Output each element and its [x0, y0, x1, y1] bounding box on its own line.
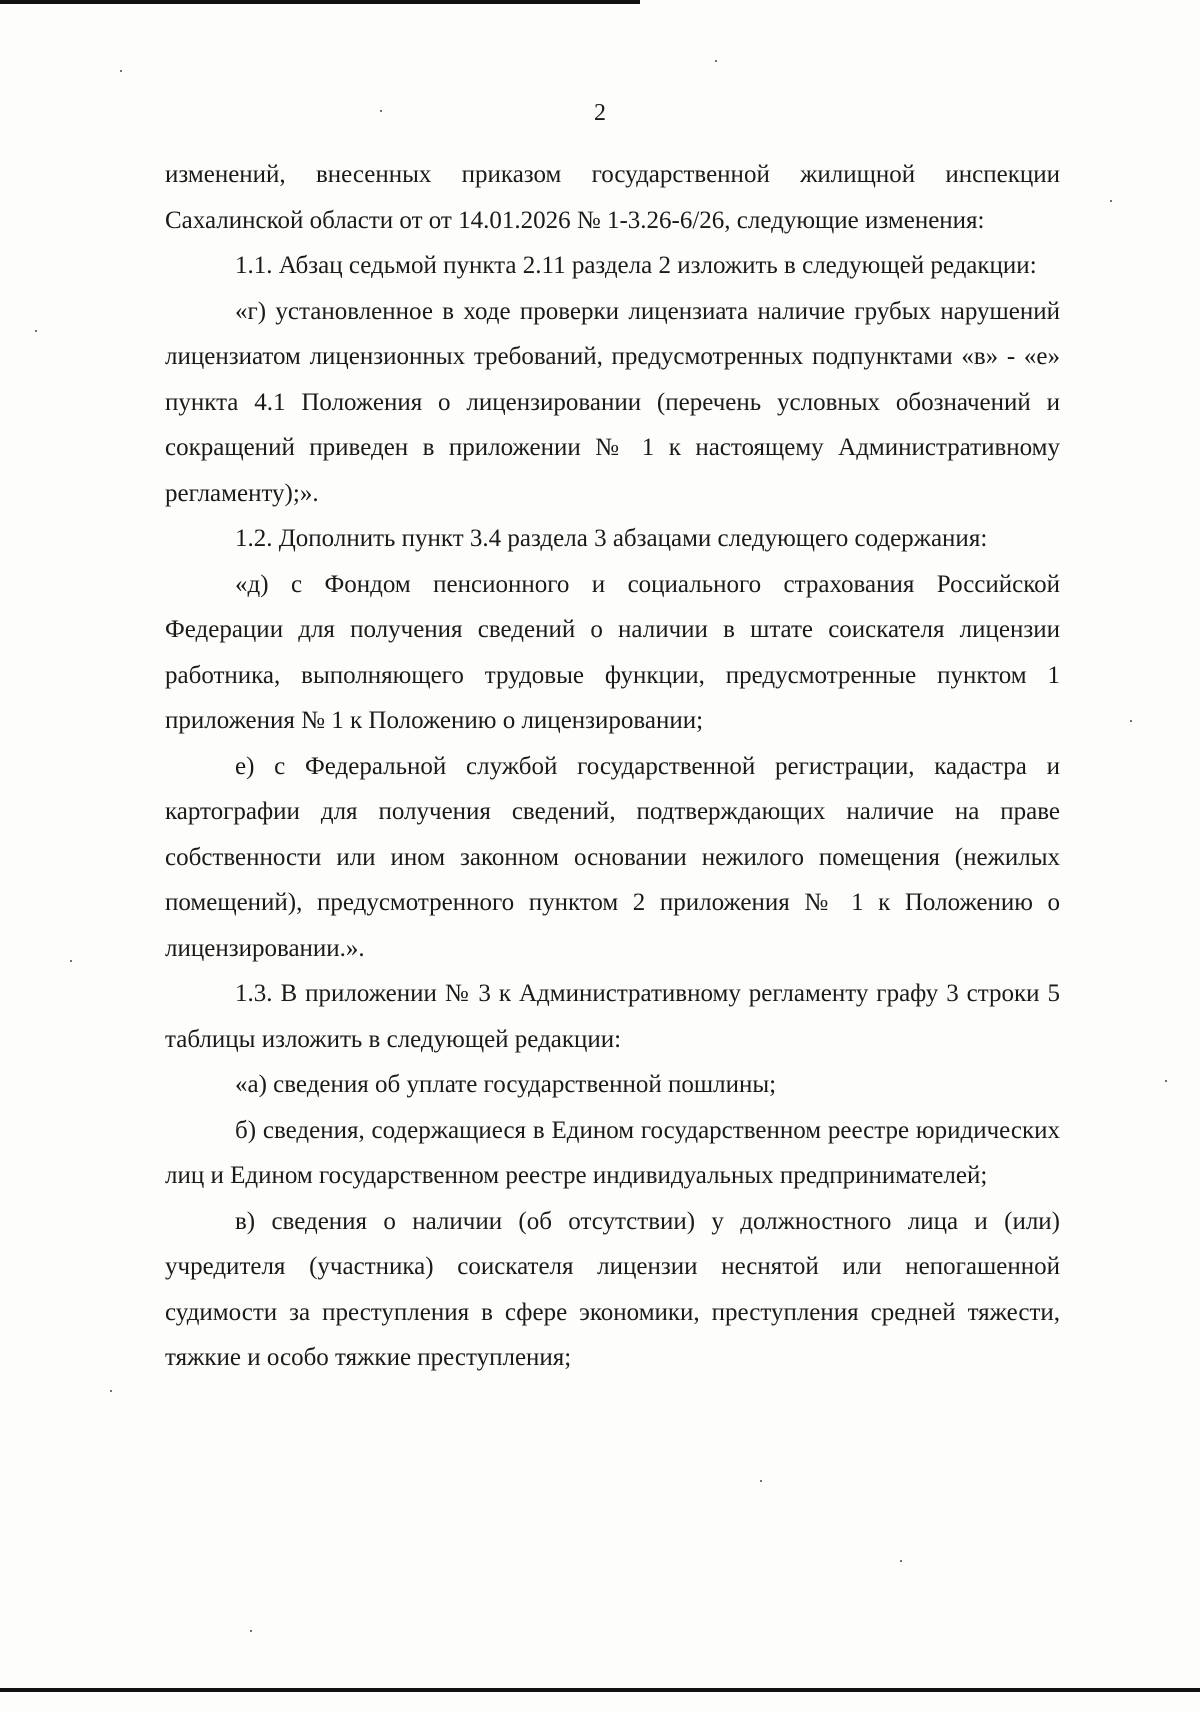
paragraph: 1.2. Дополнить пункт 3.4 раздела 3 абзацами следующего содержания: — [235, 525, 988, 552]
paragraph: 1.3. В приложении № 3 к Административному регламенту графу 3 строки 5 таблицы изложить в следующей редакции: — [165, 980, 1060, 1053]
scan-speck — [715, 60, 717, 62]
scan-speck — [1165, 1080, 1167, 1082]
scan-speck — [35, 330, 37, 332]
scan-speck — [110, 1390, 112, 1392]
scan-speck — [120, 70, 122, 72]
paragraph: «д) с Фондом пенсионного и социального страхования Российской Федерации для получения сведений о наличии в штате соискателя лицензии работника, выполняющего трудовые функции, предусмотренные пунктом 1 приложения № 1 к Положению о лицензировании; — [165, 570, 1060, 734]
paragraph: б) сведения, содержащиеся в Едином государственном реестре юридических лиц и Едином государственном реестре индивидуальных предпринимателей; — [165, 1116, 1060, 1189]
scan-speck — [250, 1630, 252, 1632]
paragraph: «г) установленное в ходе проверки лицензиата наличие грубых нарушений лицензиатом лицензионных требований, предусмотренных подпунктами «в» - «е» пункта 4.1 Положения о лицензировании (перечень условных обозначений и сокращений приведен в приложении № 1 к настоящему Административному регламенту);». — [165, 297, 1060, 507]
scan-speck — [70, 960, 72, 962]
paragraph: 1.1. Абзац седьмой пункта 2.11 раздела 2 изложить в следующей редакции: — [235, 252, 1037, 279]
scan-speck — [1110, 200, 1112, 202]
page-number: 2 — [594, 100, 606, 126]
document-body — [165, 152, 1060, 1381]
paragraph: в) сведения о наличии (об отсутствии) у должностного лица и (или) учредителя (участника) соискателя лицензии неснятой или непогашенной судимости за преступления в сфере экономики, преступления средней тяжести, тяжкие и особо тяжкие преступления; — [165, 1207, 1060, 1371]
scan-edge-top — [0, 0, 640, 4]
scan-speck — [900, 1560, 902, 1562]
scan-speck — [760, 1480, 762, 1482]
scan-speck — [380, 110, 382, 112]
scan-edge-bottom — [0, 1688, 1200, 1692]
paragraph: изменений, внесенных приказом государственной жилищной инспекции Сахалинской области от от 14.01.2026 № 1-3.26-6/26, следующие изменения: — [165, 161, 1060, 234]
paragraph: е) с Федеральной службой государственной регистрации, кадастра и картографии для получения сведений, подтверждающих наличие на праве собственности или ином законном основании нежилого помещения (нежилых помещений), предусмотренного пунктом 2 приложения № 1 к Положению о лицензировании.». — [165, 752, 1060, 962]
paragraph: «а) сведения об уплате государственной пошлины; — [235, 1071, 777, 1098]
scan-speck — [1130, 720, 1132, 722]
